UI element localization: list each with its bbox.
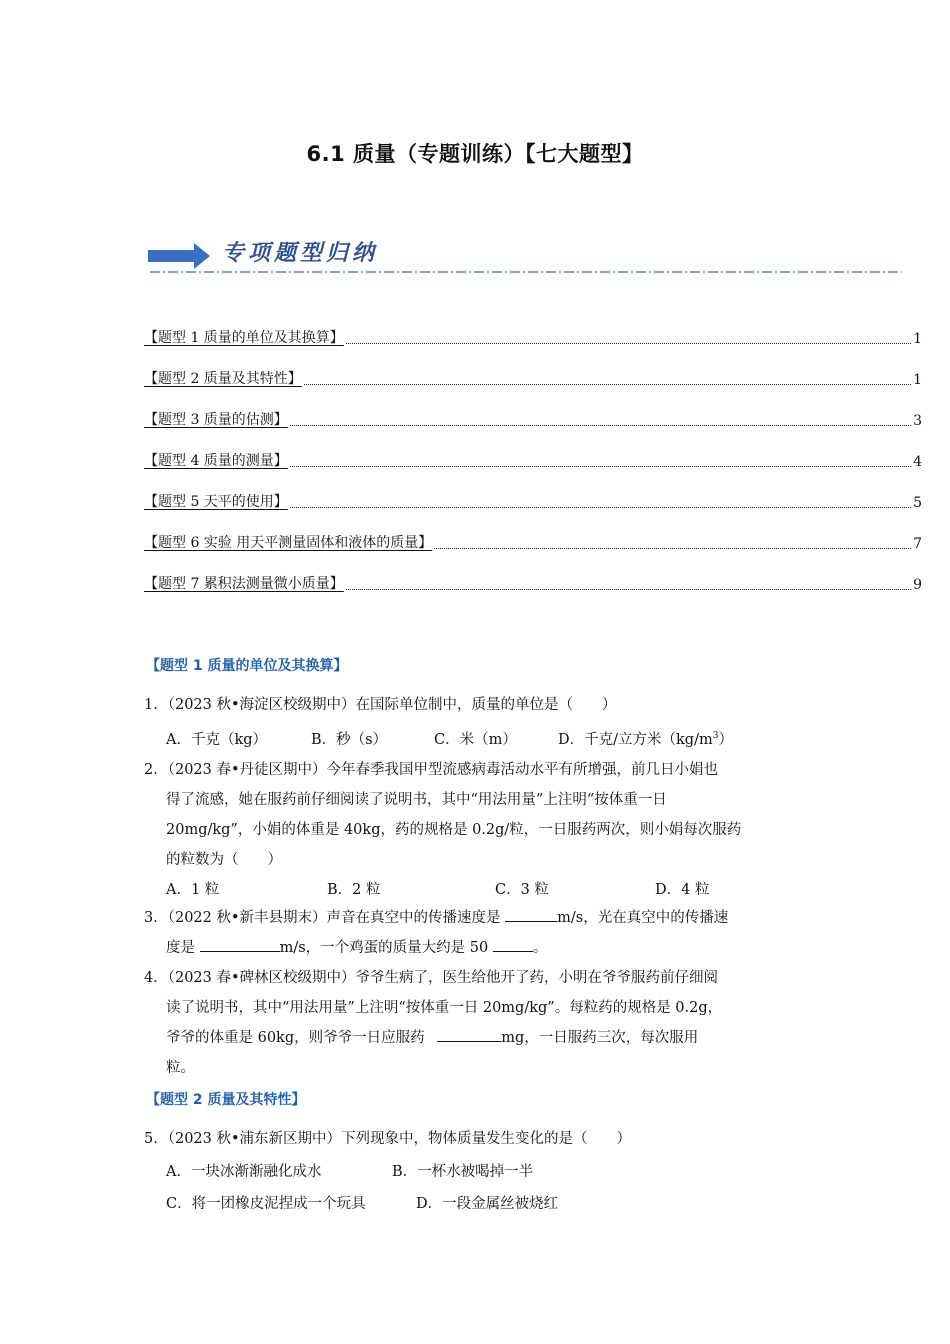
toc-entry[interactable] [144, 306, 922, 347]
question-text: 读了说明书，其中“用法用量”上注明“按体重一日 20mg/kg”。每粒药的规格是 0.2g， [166, 1000, 723, 1016]
question-5 [144, 1124, 808, 1154]
question-4 [144, 963, 808, 1083]
question-text: 20mg/kg”，小娟的体重是 40kg，药的规格是 0.2g/粒，一日服药两次，则小娟每次服药 [166, 822, 742, 838]
answer-blank[interactable] [200, 937, 280, 952]
toc-page-number: 1 [913, 331, 922, 347]
option-c[interactable]: C．将一团橡皮泥捏成一个玩具 [166, 1196, 366, 1212]
option-b[interactable]: B．秒（s） [311, 732, 388, 748]
question-3 [144, 903, 808, 963]
toc-entry[interactable] [144, 470, 922, 511]
question-text: 爷爷的体重是 60kg，则爷爷一日应服药 [166, 1030, 425, 1046]
question-text: 5．（2023 秋•浦东新区期中）下列现象中，物体质量发生变化的是（ ） [144, 1131, 632, 1147]
toc-entry[interactable] [144, 388, 922, 429]
toc-entry-label[interactable]: 【题型 4 质量的测量】 [144, 453, 288, 469]
superscript-3: 3 [712, 731, 719, 742]
question-text: 粒。 [166, 1060, 195, 1076]
option-d[interactable]: D．一段金属丝被烧红 [416, 1196, 559, 1212]
option-c[interactable]: C．米（m） [434, 732, 517, 748]
question-text: 度是 [166, 940, 195, 956]
toc-leader-dots [346, 343, 911, 344]
toc-entry[interactable] [144, 429, 922, 470]
table-of-contents [144, 306, 922, 593]
toc-page-number: 4 [913, 454, 922, 470]
toc-page-number: 9 [913, 577, 922, 593]
option-c[interactable]: C．3 粒 [495, 882, 549, 898]
toc-entry-label[interactable]: 【题型 7 累积法测量微小质量】 [144, 576, 344, 592]
toc-entry-label[interactable]: 【题型 3 质量的估测】 [144, 412, 288, 428]
toc-leader-dots [290, 466, 911, 467]
option-d[interactable]: D．4 粒 [655, 882, 710, 898]
toc-page-number: 3 [913, 413, 922, 429]
question-text: 的粒数为（ ） [166, 852, 282, 868]
option-b[interactable]: B．一杯水被喝掉一半 [392, 1164, 534, 1180]
toc-leader-dots [290, 507, 911, 508]
option-d-text: D．千克/立方米（kg/m [558, 732, 713, 748]
toc-entry[interactable] [144, 511, 922, 552]
answer-blank[interactable] [437, 1027, 501, 1042]
answer-blank[interactable] [505, 907, 557, 922]
question-1 [144, 690, 808, 720]
question-text: 。 [532, 940, 548, 956]
toc-leader-dots [304, 384, 911, 385]
section-heading: 【题型 2 质量及其特性】 [146, 1092, 306, 1108]
option-d-close: ） [718, 732, 733, 748]
question-text: m/s，光在真空中的传播速 [557, 910, 729, 926]
toc-entry-label[interactable]: 【题型 1 质量的单位及其换算】 [144, 330, 344, 346]
question-text: 2．（2023 春•丹徒区期中）今年春季我国甲型流感病毒活动水平有所增强，前几日小娟也 [144, 762, 719, 778]
question-text: mg，一日服药三次，每次服用 [501, 1030, 699, 1046]
toc-entry-label[interactable]: 【题型 6 实验 用天平测量固体和液体的质量】 [144, 535, 433, 551]
question-text: 1．（2023 秋•海淀区校级期中）在国际单位制中，质量的单位是（ ） [144, 697, 617, 713]
section-heading: 【题型 1 质量的单位及其换算】 [146, 658, 348, 674]
option-a[interactable]: A．千克（kg） [166, 732, 268, 748]
question-text: 3．（2022 秋•新丰县期末）声音在真空中的传播速度是 [144, 910, 501, 926]
option-a[interactable]: A．1 粒 [166, 882, 220, 898]
page-title: 6.1 质量（专题训练）【七大题型】 [306, 142, 644, 166]
toc-entry[interactable] [144, 552, 922, 593]
toc-page-number: 5 [913, 495, 922, 511]
toc-entry-label[interactable]: 【题型 5 天平的使用】 [144, 494, 288, 510]
toc-leader-dots [434, 548, 911, 549]
answer-blank[interactable] [493, 937, 533, 952]
toc-leader-dots [346, 589, 911, 590]
toc-page-number: 7 [913, 536, 922, 552]
toc-entry[interactable] [144, 347, 922, 388]
question-text: 4．（2023 春•碑林区校级期中）爷爷生病了，医生给他开了药，小明在爷爷服药前仔细阅 [144, 970, 719, 986]
question-text: m/s，一个鸡蛋的质量大约是 50 [279, 940, 489, 956]
option-a[interactable]: A．一块冰渐渐融化成水 [166, 1164, 322, 1180]
banner-title: 专项题型归纳 [222, 241, 379, 266]
option-d[interactable] [558, 728, 733, 749]
option-b[interactable]: B．2 粒 [327, 882, 381, 898]
toc-entry-label[interactable]: 【题型 2 质量及其特性】 [144, 371, 302, 387]
toc-leader-dots [290, 425, 911, 426]
question-2 [144, 755, 808, 875]
arrow-right-icon [148, 243, 210, 269]
question-text: 得了流感，她在服药前仔细阅读了说明书，其中“用法用量”上注明“按体重一日 [166, 792, 667, 808]
toc-page-number: 1 [913, 372, 922, 388]
